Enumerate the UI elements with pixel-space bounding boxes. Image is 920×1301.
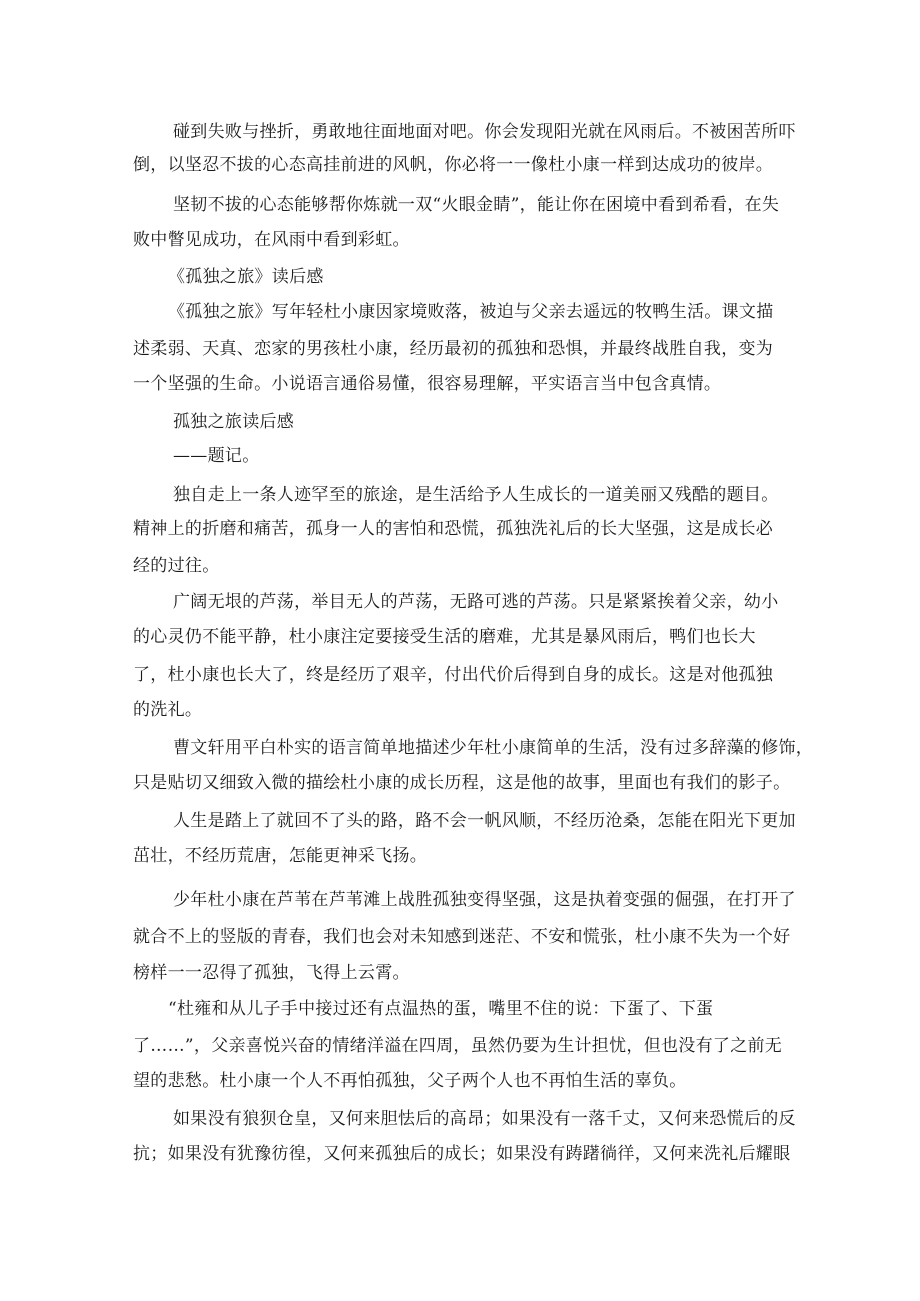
text-line: 经的过往。	[133, 556, 220, 576]
text-line: 了……”，父亲喜悦兴奋的情绪洋溢在四周，虽然仍要为生计担忧，但也没有了之前无	[133, 1036, 783, 1056]
text-line: 就合不上的竖版的青春，我们也会对未知感到迷茫、不安和慌张，杜小康不失为一个好	[133, 927, 791, 947]
section-heading: 《孤独之旅》读后感	[168, 267, 324, 287]
text-line: 抗；如果没有犹豫彷徨，又何来孤独后的成长；如果没有踌躇徜徉，又何来洗礼后耀眼	[133, 1144, 791, 1164]
text-line: 《孤独之旅》写年轻杜小康因家境败落，被迫与父亲去遥远的牧鸭生活。课文描	[168, 302, 774, 322]
text-line: 精神上的折磨和痛苦，孤身一人的害怕和恐慌，孤独洗礼后的长大坚强，这是成长必	[133, 519, 774, 539]
section-heading: 孤独之旅读后感	[173, 412, 295, 432]
text-line: 一个坚强的生命。小说语言通俗易懂，很容易理解，平实语言当中包含真情。	[133, 374, 722, 394]
text-line: 望的悲愁。杜小康一个人不再怕孤独，父子两个人也不再怕生活的辜负。	[133, 1071, 687, 1091]
text-line: 的心灵仍不能平静，杜小康注定要接受生活的磨难，尤其是暴风雨后，鸭们也长大	[133, 627, 756, 647]
text-line: 了，杜小康也长大了，终是经历了艰辛，付出代价后得到自身的成长。这是对他孤独	[133, 665, 774, 685]
text-line: 独自走上一条人迹罕至的旅途，是生活给予人生成长的一道美丽又残酷的题目。	[173, 485, 779, 505]
text-line: 榜样一一忍得了孤独，飞得上云霄。	[133, 963, 410, 983]
text-line: 广阔无垠的芦荡，举目无人的芦荡，无路可逃的芦荡。只是紧紧挨着父亲，幼小	[173, 592, 779, 612]
text-line: 败中瞥见成功，在风雨中看到彩虹。	[133, 230, 410, 250]
text-line: 述柔弱、天真、恋家的男孩杜小康，经历最初的孤独和恐惧，并最终战胜自我，变为	[133, 339, 774, 359]
quote-line: “杜雍和从儿子手中接过还有点温热的蛋，嘴里不住的说：下蛋了、下蛋	[168, 999, 714, 1019]
text-line: 倒，以坚忍不拔的心态高挂前进的风帆，你必将一一像杜小康一样到达成功的彼岸。	[133, 155, 774, 175]
text-line: 的洗礼。	[133, 700, 203, 720]
text-line: 只是贴切又细致入微的描绘杜小康的成长历程，这是他的故事，里面也有我们的影子。	[133, 773, 791, 793]
text-line: 人生是踏上了就回不了头的路，路不会一帆风顺，不经历沧桑，怎能在阳光下更加	[173, 811, 796, 831]
text-line: 茁壮，不经历荒唐，怎能更神采飞扬。	[133, 846, 428, 866]
text-line: 坚韧不拔的心态能够帮你炼就一双“火眼金睛”，能让你在困境中看到希看，在失	[173, 195, 780, 215]
text-line: 如果没有狼狈仓皇，又何来胆怯后的高昂；如果没有一落千丈，又何来恐慌后的反	[173, 1109, 796, 1129]
text-line: 曹文轩用平白朴实的语言简单地描述少年杜小康简单的生活，没有过多辞藻的修饰，	[173, 738, 814, 758]
epigraph: ——题记。	[173, 446, 260, 466]
text-line: 少年杜小康在芦苇在芦苇滩上战胜孤独变得坚强，这是执着变强的倔强，在打开了	[173, 890, 796, 910]
text-line: 碰到失败与挫折，勇敢地往面地面对吧。你会发现阳光就在风雨后。不被困苦所吓	[173, 122, 796, 142]
